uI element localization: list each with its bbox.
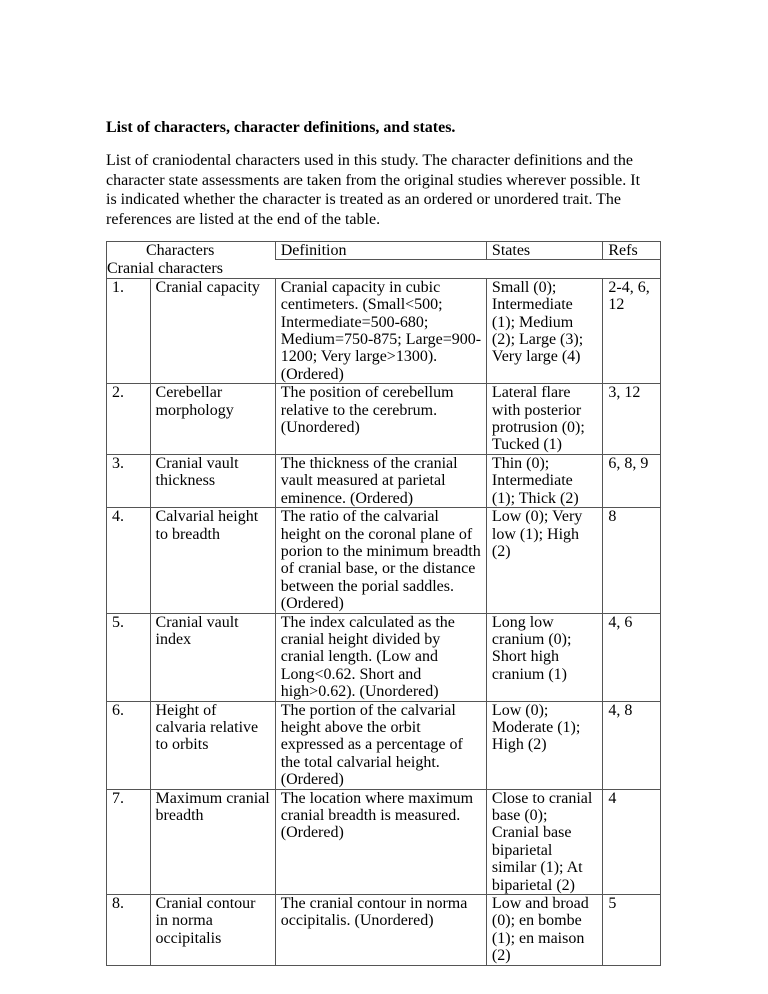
characters-table — [106, 241, 661, 966]
definition: The index calculated as the cranial height divided by cranial length. (Low and Long<0.62. Short and high>0.62). (Unordered) — [275, 613, 486, 701]
definition: The portion of the calvarial height above the orbit expressed as a percentage of the total calvarial height. (Ordered) — [275, 701, 486, 789]
header-definition: Definition — [275, 242, 486, 260]
table-row — [107, 895, 661, 966]
states: Thin (0); Intermediate (1); Thick (2) — [486, 454, 602, 507]
row-number: 1. — [107, 278, 151, 383]
character-name: Cranial capacity — [150, 278, 275, 383]
refs: 4 — [603, 789, 661, 894]
states: Lateral flare with posterior protrusion (0); Tucked (1) — [486, 384, 602, 455]
row-number: 8. — [107, 895, 151, 966]
row-number: 2. — [107, 384, 151, 455]
definition: The ratio of the calvarial height on the coronal plane of porion to the minimum breadth of cranial base, or the distance between the porial saddles. (Ordered) — [275, 508, 486, 613]
intro-paragraph: List of craniodental characters used in this study. The character definitions and the character state assessments are taken from the original studies wherever possible. It is indicated whether the character is treated as an ordered or unordered trait. The references are listed at the end of the table. — [106, 152, 641, 228]
table-row — [107, 701, 661, 789]
table-header-row — [107, 242, 661, 260]
refs: 5 — [603, 895, 661, 966]
states: Close to cranial base (0); Cranial base biparietal similar (1); At biparietal (2) — [486, 789, 602, 894]
states: Low and broad (0); en bombe (1); en maison (2) — [486, 895, 602, 966]
definition: The location where maximum cranial breadth is measured. (Ordered) — [275, 789, 486, 894]
refs: 3, 12 — [603, 384, 661, 455]
character-name: Cerebellar morphology — [150, 384, 275, 455]
character-name: Height of calvaria relative to orbits — [150, 701, 275, 789]
table-row — [107, 278, 661, 383]
refs: 4, 8 — [603, 701, 661, 789]
row-number: 3. — [107, 454, 151, 507]
section-row — [107, 260, 661, 278]
table-row — [107, 508, 661, 613]
document-title: List of characters, character definitions, and states. — [106, 119, 456, 136]
character-name: Cranial vault index — [150, 613, 275, 701]
header-characters: Characters — [107, 242, 276, 260]
refs: 2-4, 6, 12 — [603, 278, 661, 383]
header-states: States — [486, 242, 602, 260]
definition: The cranial contour in norma occipitalis. (Unordered) — [275, 895, 486, 966]
definition: The position of cerebellum relative to the cerebrum. (Unordered) — [275, 384, 486, 455]
character-name: Cranial contour in norma occipitalis — [150, 895, 275, 966]
refs: 6, 8, 9 — [603, 454, 661, 507]
character-name: Calvarial height to breadth — [150, 508, 275, 613]
states: Low (0); Very low (1); High (2) — [486, 508, 602, 613]
row-number: 4. — [107, 508, 151, 613]
document-page — [106, 118, 666, 966]
row-number: 7. — [107, 789, 151, 894]
character-name: Maximum cranial breadth — [150, 789, 275, 894]
refs: 8 — [603, 508, 661, 613]
table-row — [107, 384, 661, 455]
row-number: 5. — [107, 613, 151, 701]
refs: 4, 6 — [603, 613, 661, 701]
character-name: Cranial vault thickness — [150, 454, 275, 507]
table-row — [107, 789, 661, 894]
definition: Cranial capacity in cubic centimeters. (Small<500; Intermediate=500-680; Medium=750-875; Large=900-1200; Very large>1300). (Ordered) — [275, 278, 486, 383]
table-row — [107, 613, 661, 701]
states: Small (0); Intermediate (1); Medium (2); Large (3); Very large (4) — [486, 278, 602, 383]
header-refs: Refs — [603, 242, 661, 260]
section-label: Cranial characters — [107, 260, 661, 278]
definition: The thickness of the cranial vault measured at parietal eminence. (Ordered) — [275, 454, 486, 507]
table-row — [107, 454, 661, 507]
row-number: 6. — [107, 701, 151, 789]
states: Low (0); Moderate (1); High (2) — [486, 701, 602, 789]
states: Long low cranium (0); Short high cranium (1) — [486, 613, 602, 701]
